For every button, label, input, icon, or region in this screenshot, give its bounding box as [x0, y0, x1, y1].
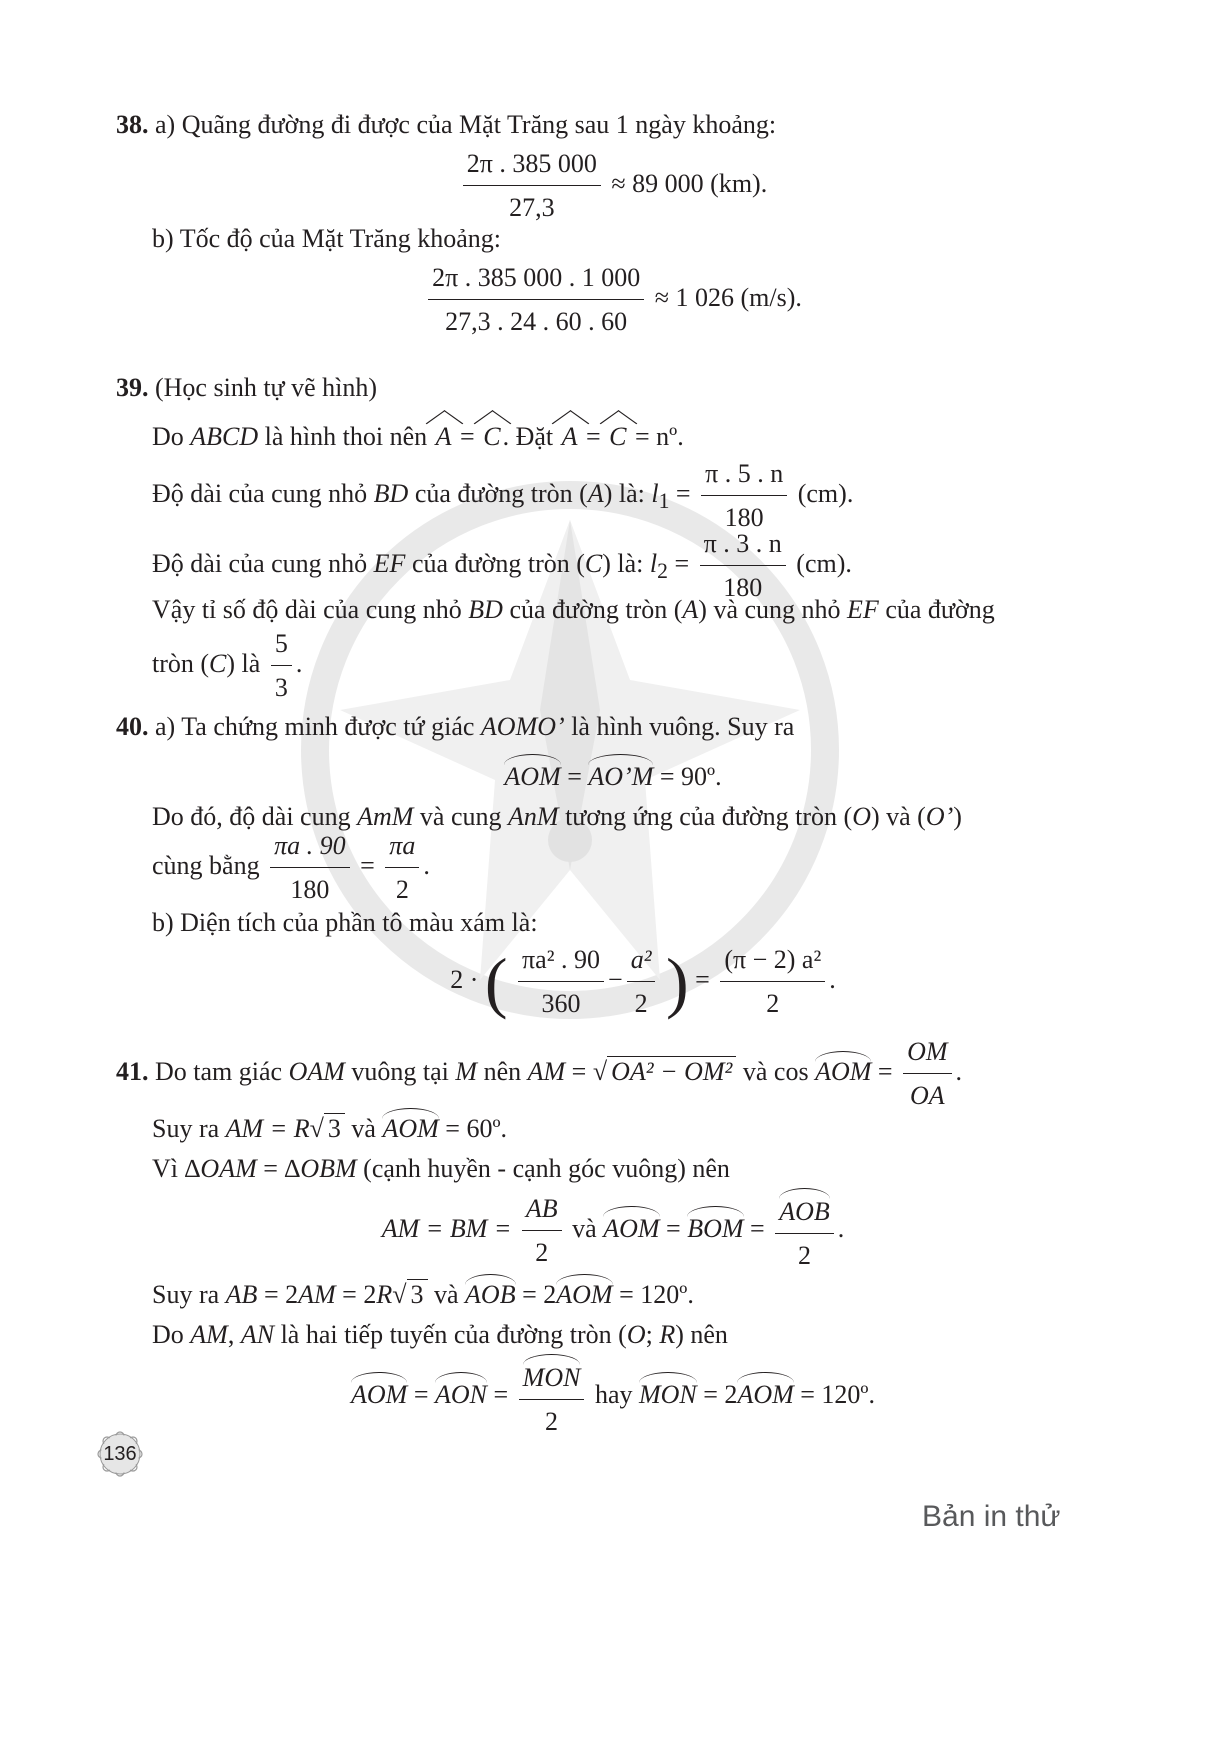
text: Do: [152, 1320, 184, 1349]
text: Vậy tỉ số độ dài của cung nhỏ: [152, 595, 462, 624]
text: =: [413, 1379, 429, 1409]
text: Vì ∆: [152, 1154, 201, 1183]
text: = 90º.: [659, 762, 722, 791]
problem-41-line-2: Suy ra AM = R√ 3 và AOM = 60º.: [152, 1110, 507, 1142]
problem-39-line-5: [152, 628, 302, 704]
var: A: [682, 595, 699, 624]
text: Do tam giác: [155, 1056, 283, 1086]
arc-angle: BOM: [687, 1208, 743, 1244]
text: (cạnh huyền - cạnh góc vuông) nên: [363, 1154, 730, 1183]
text: Do đó, độ dài cung: [152, 802, 351, 831]
arc-angle: AOB: [779, 1190, 830, 1229]
text: = 2: [342, 1280, 377, 1309]
text: của đường tròn (: [411, 548, 585, 578]
denominator: 180: [290, 874, 330, 904]
text: .: [837, 1213, 845, 1243]
var: O: [626, 1320, 646, 1349]
result: ≈ 89 000 (km).: [611, 168, 768, 198]
var: BD: [468, 595, 503, 624]
text: =: [666, 1213, 681, 1243]
equation-40b: [0, 944, 1226, 1020]
text: ) là:: [603, 478, 645, 508]
var: AM: [298, 1280, 336, 1309]
text: .: [295, 648, 303, 678]
numerator: πa . 90: [270, 830, 350, 868]
var: BD: [373, 478, 409, 508]
var: AM = BM =: [381, 1213, 512, 1243]
denominator: 2: [766, 988, 780, 1018]
arc-angle: AON: [435, 1374, 487, 1410]
text: ) là:: [602, 548, 644, 578]
text: =: [750, 1213, 765, 1243]
var: AOMO’: [480, 712, 565, 741]
arc-angle: AO’M: [588, 756, 653, 792]
angle: A: [435, 422, 452, 451]
var: O’: [925, 802, 954, 831]
arc-angle: MON: [639, 1374, 697, 1410]
draft-label: Bản in thử: [922, 1500, 1061, 1533]
var: A: [587, 478, 604, 508]
problem-39-line-2: [152, 458, 853, 534]
text: (cm).: [797, 478, 854, 508]
text: =: [674, 548, 690, 578]
problem-40-line-2: [152, 804, 962, 830]
problem-40-line-3: [152, 830, 430, 906]
numerator: a²: [627, 944, 656, 982]
text: nên: [483, 1056, 522, 1086]
text: b) Tốc độ của Mặt Trăng khoảng:: [152, 224, 502, 253]
text: = 2: [703, 1379, 738, 1409]
problem-38-part-b: [152, 226, 501, 252]
var: C: [584, 548, 603, 578]
numerator: AB: [522, 1193, 562, 1231]
fraction: [522, 1193, 562, 1269]
denominator: 180: [724, 502, 764, 532]
text: và: [434, 1280, 459, 1309]
text: là hai tiếp tuyến của đường tròn (: [280, 1320, 627, 1349]
text: =: [675, 478, 691, 508]
fraction: [775, 1190, 834, 1272]
text: 2 ·: [450, 964, 479, 994]
text: = 2: [522, 1280, 557, 1309]
text: và cos: [742, 1056, 809, 1086]
problem-41-line-6: [152, 1322, 728, 1348]
arc-angle: AOM: [382, 1110, 438, 1142]
text: = 120º.: [800, 1379, 875, 1409]
var: OAM: [288, 1056, 345, 1086]
result: ≈ 1 026 (m/s).: [654, 282, 802, 312]
arc-angle: MON: [523, 1356, 581, 1395]
denominator: OA: [909, 1080, 945, 1110]
numerator: π . 3 . n: [700, 528, 786, 566]
var: AM: [190, 1320, 228, 1349]
text: là hình thoi nên: [264, 422, 428, 451]
text: tương ứng của đường tròn (: [565, 802, 853, 831]
sqrt-content: 3: [324, 1113, 345, 1142]
arc-angle: AOM: [815, 1053, 871, 1085]
fraction: [270, 830, 350, 906]
page-number: 136: [103, 1443, 137, 1465]
angle: C: [609, 422, 627, 451]
numerator: 2π . 385 000: [463, 148, 601, 186]
fraction: [627, 944, 656, 1020]
problem-41-line-3: [152, 1156, 730, 1182]
equation-40a: [0, 756, 1226, 792]
problem-41-line-5: Suy ra AB = 2AM = 2R√ 3 và AOB = 2AOM = 120º.: [152, 1276, 694, 1308]
var: l: [651, 478, 659, 508]
numerator: 2π . 385 000 . 1 000: [428, 262, 644, 300]
text: . Đặt: [502, 422, 554, 451]
fraction: [519, 1356, 585, 1438]
var: M: [455, 1056, 478, 1086]
denominator: 2: [545, 1406, 559, 1436]
var: AN: [240, 1320, 275, 1349]
problem-number: 39.: [116, 373, 149, 402]
equation-41b: [0, 1356, 1226, 1438]
var: ABCD: [190, 422, 259, 451]
arc-angle: AOM: [351, 1374, 407, 1410]
numerator: πa² . 90: [518, 944, 604, 982]
text: tròn (: [152, 648, 210, 678]
text: của đường tròn (: [509, 595, 683, 624]
problem-38-part-a: [116, 112, 776, 138]
text: của đường tròn (: [414, 478, 588, 508]
right-paren: ): [665, 944, 689, 1020]
var: EF: [847, 595, 879, 624]
var: C: [209, 648, 227, 678]
text: của đường: [885, 595, 995, 624]
text: a) Ta chứng minh được tứ giác: [155, 712, 475, 741]
denominator: 2: [535, 1237, 549, 1267]
text: Độ dài của cung nhỏ: [152, 548, 368, 578]
var: EF: [373, 548, 406, 578]
arc-angle: AOM: [603, 1208, 659, 1244]
var: l: [649, 548, 658, 578]
text: ) và (: [870, 802, 926, 831]
var: OAM: [200, 1154, 257, 1183]
text: =: [360, 850, 375, 880]
var: AB: [225, 1280, 258, 1309]
text: và cung: [419, 802, 502, 831]
sqrt-content: OA² − OM²: [607, 1056, 736, 1085]
problem-39-intro: [116, 375, 377, 401]
problem-number: 40.: [116, 712, 149, 741]
var: O: [852, 802, 871, 831]
subscript: 1: [658, 489, 670, 514]
text: hay: [594, 1379, 633, 1409]
fraction: [463, 148, 601, 224]
text: ): [953, 802, 962, 831]
text: (Học sinh tự vẽ hình): [155, 373, 378, 402]
text: .: [829, 964, 836, 994]
text: .: [423, 850, 430, 880]
arc-angle: AOM: [737, 1374, 793, 1410]
text: =: [493, 1379, 509, 1409]
text: =: [586, 422, 601, 451]
text: = 2: [263, 1280, 299, 1309]
text: và: [351, 1114, 376, 1143]
denominator: 180: [723, 572, 763, 602]
numerator: πa: [385, 830, 419, 868]
problem-39-line-3: [152, 528, 852, 604]
numerator: π . 5 . n: [701, 458, 787, 496]
text: Suy ra: [152, 1280, 220, 1309]
problem-40-part-b: [152, 910, 538, 936]
fraction: [903, 1036, 951, 1112]
problem-41-line-1: 41. Do tam giác OAM vuông tại M nên AM = √ OA² − OM² và cos AOM = $\frac{OM}{OA}$ .: [116, 1036, 962, 1112]
text: a) Quãng đường đi được của Mặt Trăng sau 1 ngày khoảng:: [155, 110, 777, 139]
text: = 120º.: [619, 1280, 694, 1309]
text: =: [567, 762, 582, 791]
var: OBM: [300, 1154, 357, 1183]
equation-38a: [0, 148, 1226, 224]
var: AmM: [357, 802, 414, 831]
fraction: [271, 628, 292, 704]
text: ) là: [226, 648, 261, 678]
problem-39-line-4: [152, 597, 995, 623]
text: (cm).: [796, 548, 852, 578]
text: vuông tại: [351, 1056, 449, 1086]
sqrt-content: 3: [407, 1279, 428, 1308]
text: =: [877, 1056, 893, 1086]
numerator: 5: [271, 628, 292, 666]
equation-38b: [0, 262, 1226, 338]
fraction: [701, 458, 787, 534]
fraction: [385, 830, 419, 906]
problem-39-line-1: [152, 424, 684, 450]
fraction: [700, 528, 786, 604]
denominator: 3: [274, 672, 288, 702]
denominator: 2: [797, 1240, 811, 1270]
text: =: [695, 964, 710, 994]
var: R: [659, 1320, 676, 1349]
text: cùng bằng: [152, 850, 260, 880]
text: Độ dài của cung nhỏ: [152, 478, 368, 508]
arc-angle: AOM: [504, 756, 560, 792]
text: =: [571, 1056, 587, 1086]
arc-angle: AOB: [465, 1276, 516, 1308]
angle: A: [561, 422, 578, 451]
text: là hình vuông. Suy ra: [571, 712, 795, 741]
problem-40-part-a: [116, 714, 794, 740]
text: .: [955, 1056, 962, 1086]
var: AM: [527, 1056, 566, 1086]
numerator: OM: [903, 1036, 951, 1074]
page-number-badge: [96, 1430, 144, 1478]
denominator: 2: [634, 988, 648, 1018]
fraction: [428, 262, 644, 338]
text: ) nên: [675, 1320, 728, 1349]
text: = nº.: [635, 422, 684, 451]
problem-number: 38.: [116, 110, 149, 139]
problem-number: 41.: [116, 1056, 149, 1086]
fraction: [720, 944, 825, 1020]
text: ) và cung nhỏ: [698, 595, 841, 624]
fraction: [518, 944, 604, 1020]
text: b) Diện tích của phần tô màu xám là:: [152, 908, 538, 937]
text: Suy ra: [152, 1114, 220, 1143]
arc-angle: AOM: [556, 1276, 612, 1308]
text: = 60º.: [445, 1114, 508, 1143]
angle: C: [483, 422, 501, 451]
text: −: [608, 964, 623, 994]
text: =: [460, 422, 475, 451]
var: R: [376, 1280, 393, 1309]
numerator: (π − 2) a²: [720, 944, 825, 982]
denominator: 2: [395, 874, 409, 904]
text: ,: [227, 1320, 235, 1349]
text: = ∆: [263, 1154, 301, 1183]
text: Do: [152, 422, 184, 451]
denominator: 27,3: [509, 192, 555, 222]
equation-41a: [0, 1190, 1226, 1272]
denominator: 27,3 . 24 . 60 . 60: [445, 306, 628, 336]
var: AnM: [508, 802, 559, 831]
text: ;: [645, 1320, 653, 1349]
text: và: [572, 1213, 597, 1243]
left-paren: (: [484, 944, 508, 1020]
denominator: 360: [541, 988, 581, 1018]
subscript: 2: [657, 559, 668, 584]
var: AM = R: [225, 1114, 310, 1143]
